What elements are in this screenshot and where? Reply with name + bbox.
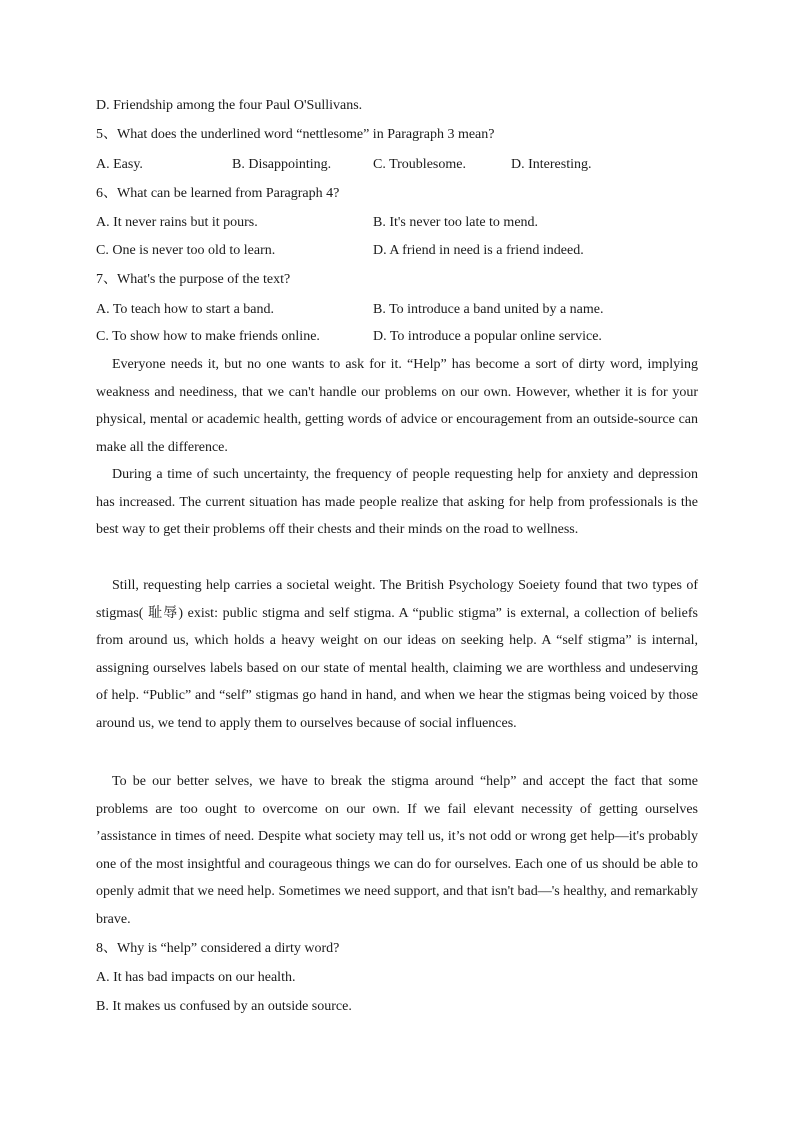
q5-option-a: A. Easy. [96,157,143,172]
q8-option-b: B. It makes us confused by an outside source. [96,999,352,1014]
passage-paragraph-3: Still, requesting help carries a societal weight. The British Psychology Soeiety found that two types of stigmas( 耻辱) exist: public stigma and self stigma. A “public stigma” is external, a collection of beliefs from around us, which holds a heavy weight on our ideas on seeking help. A “self stigma” is internal, assigning ourselves labels based on our state of mental health, claiming we are worthless and undeserving of help. “Public” and “self” stigmas go hand in hand, and when we hear the stigmas being voiced by those around us, we tend to apply them to ourselves because of social influences. [96,578,698,731]
q7-option-b: B. To introduce a band united by a name. [373,302,604,317]
passage-paragraph-1: Everyone needs it, but no one wants to ask for it. “Help” has become a sort of dirty word, implying weakness and neediness, that we can't handle our problems on our own. However, whether it is for your physical, mental or academic health, getting words of advice or encouragement from an outside-source can make all the difference. [96,357,698,455]
q6-option-c: C. One is never too old to learn. [96,243,276,258]
q5-option-c: C. Troublesome. [373,157,466,172]
q7-option-d: D. To introduce a popular online service. [373,329,602,344]
passage-paragraph-2: During a time of such uncertainty, the frequency of people requesting help for anxiety and depression has increased. The current situation has made people realize that asking for help from professionals is the best way to get their problems off their chests and their minds on the road to wellness. [96,467,698,538]
passage-paragraph-4: To be our better selves, we have to break the stigma around “help” and accept the fact that some problems are too ought to overcome on our own. If we fail elevant necessity of getting ourselves ’assistance in times of need. Despite what society may tell us, it’s not odd or wrong get help—it's probably one of the most insightful and courageous things we can do for ourselves. Each one of us should be able to openly admit that we need help. Sometimes we need support, and that isn't bad—'s healthy, and remarkably brave. [96,774,698,927]
q4-option-d: D. Friendship among the four Paul O'Sullivans. [96,98,363,113]
q6-option-a: A. It never rains but it pours. [96,215,258,230]
q5-question: 5、What does the underlined word “nettlesome” in Paragraph 3 mean? [96,127,495,142]
q6-option-d: D. A friend in need is a friend indeed. [373,243,584,258]
q6-option-b: B. It's never too late to mend. [373,215,539,230]
q8-option-a: A. It has bad impacts on our health. [96,970,296,985]
q5-option-b: B. Disappointing. [232,157,332,172]
q7-option-c: C. To show how to make friends online. [96,329,320,344]
q7-option-a: A. To teach how to start a band. [96,302,274,317]
q6-question: 6、What can be learned from Paragraph 4? [96,186,340,201]
q7-question: 7、What's the purpose of the text? [96,272,291,287]
q8-question: 8、Why is “help” considered a dirty word? [96,941,340,956]
q5-option-d: D. Interesting. [511,157,592,172]
